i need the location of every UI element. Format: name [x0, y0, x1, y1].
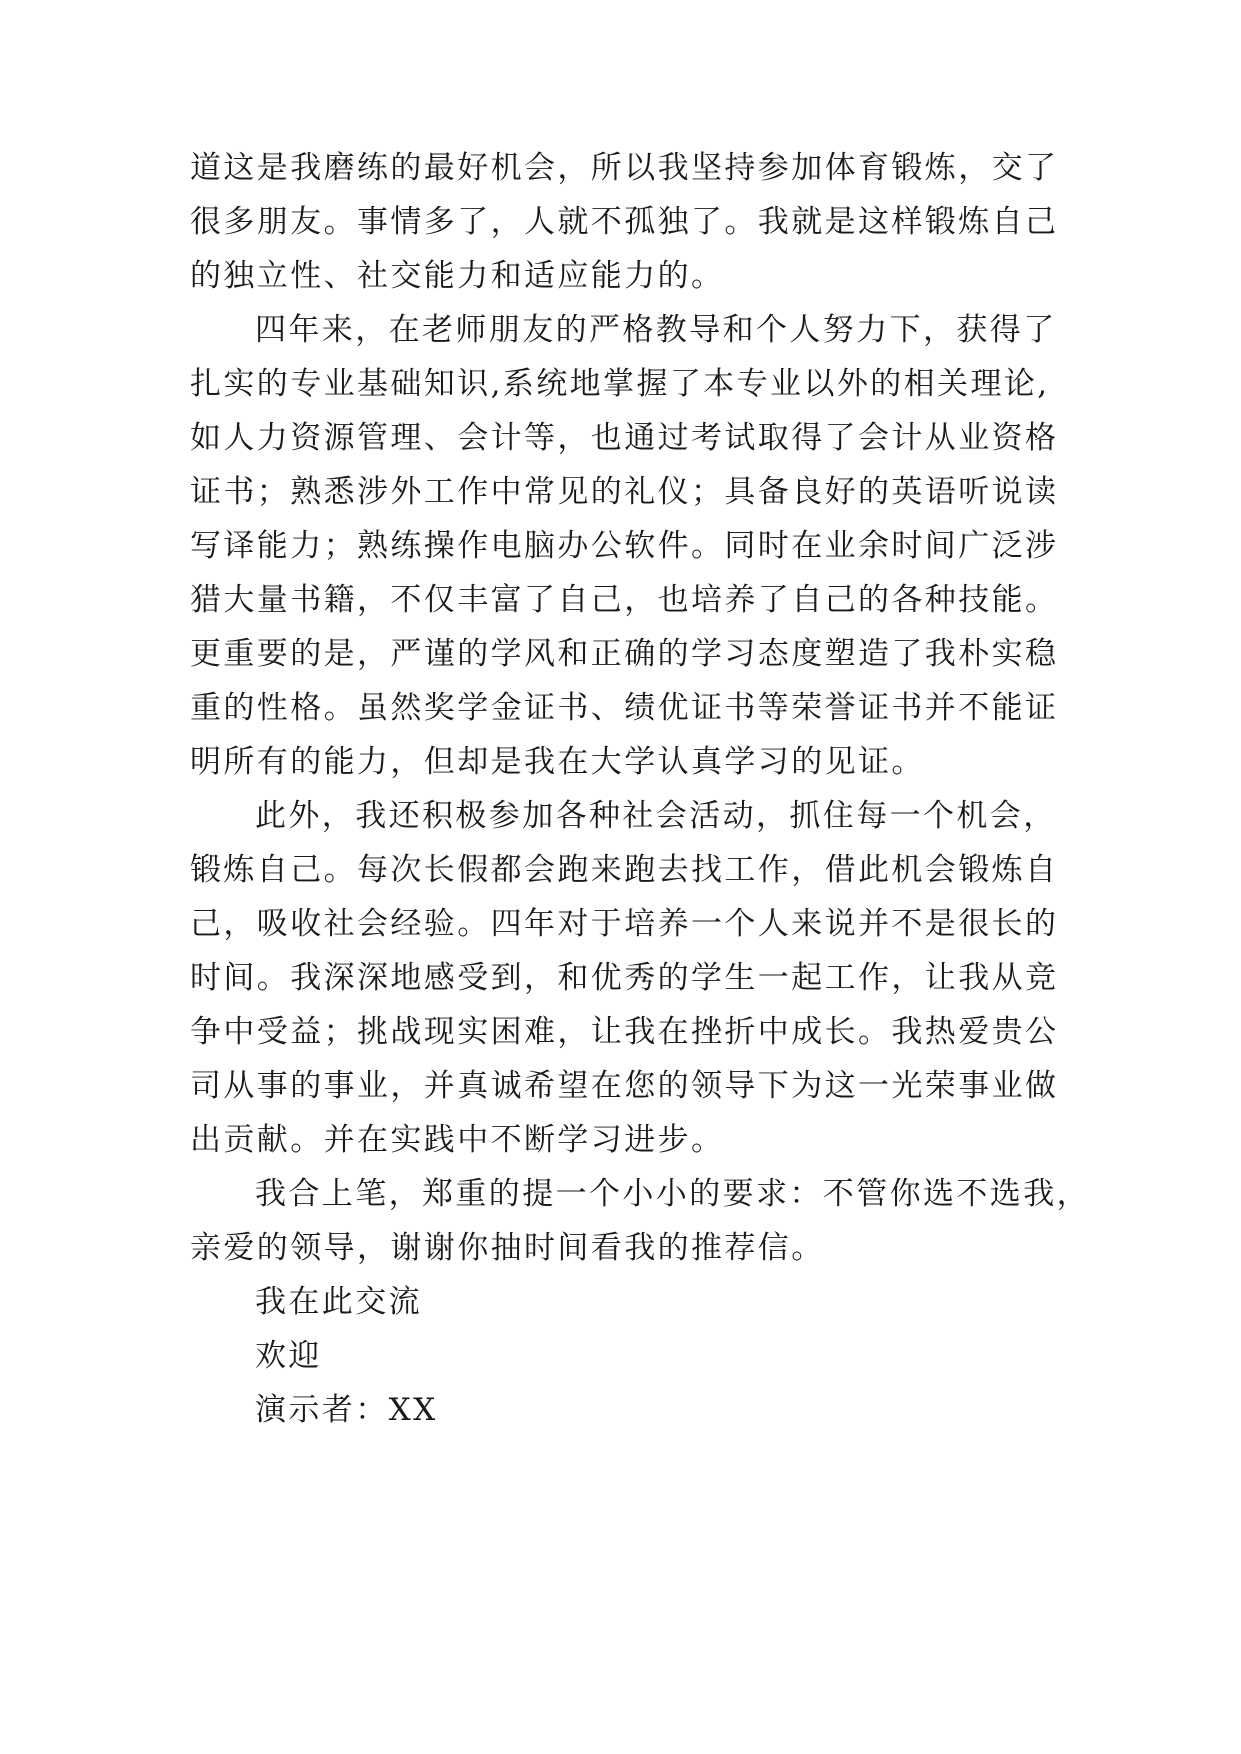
body-text-line: 明所有的能力，但却是我在大学认真学习的见证。 — [190, 744, 925, 780]
body-text-line: 写译能力；熟练操作电脑办公软件。同时在业余时间广泛涉 — [190, 528, 1059, 564]
body-text-line: 更重要的是，严谨的学风和正确的学习态度塑造了我朴实稳 — [190, 636, 1059, 672]
body-text-line: 锻炼自己。每次长假都会跑来跑去找工作，借此机会锻炼自 — [190, 852, 1059, 888]
body-text-line: 亲爱的领导，谢谢你抽时间看我的推荐信。 — [190, 1230, 825, 1266]
presenter-line: 演示者：XX — [255, 1392, 438, 1428]
body-text-line: 猎大量书籍，不仅丰富了自己，也培养了自己的各种技能。 — [190, 582, 1059, 618]
body-text-line: 很多朋友。事情多了，人就不孤独了。我就是这样锻炼自己 — [190, 204, 1059, 240]
body-text-line: 时间。我深深地感受到，和优秀的学生一起工作，让我从竞 — [190, 960, 1059, 996]
body-text-line: 司从事的事业，并真诚希望在您的领导下为这一光荣事业做 — [190, 1068, 1059, 1104]
body-text-line: 的独立性、社交能力和适应能力的。 — [190, 258, 725, 294]
body-text-line: 扎实的专业基础知识,系统地掌握了本专业以外的相关理论, — [190, 366, 1050, 402]
body-text-line: 争中受益；挑战现实困难，让我在挫折中成长。我热爱贵公 — [190, 1014, 1059, 1050]
body-text-line: 道这是我磨练的最好机会，所以我坚持参加体育锻炼，交了 — [190, 150, 1059, 186]
paragraph-first-line: 四年来，在老师朋友的严格教导和个人努力下，获得了 — [255, 312, 1057, 348]
greeting-line: 欢迎 — [255, 1338, 322, 1374]
body-text-line: 重的性格。虽然奖学金证书、绩优证书等荣誉证书并不能证 — [190, 690, 1059, 726]
body-text-line: 己，吸收社会经验。四年对于培养一个人来说并不是很长的 — [190, 906, 1059, 942]
closing-line: 我在此交流 — [255, 1284, 422, 1320]
paragraph-first-line: 我合上笔，郑重的提一个小小的要求：不管你选不选我， — [255, 1176, 1090, 1212]
body-text-line: 出贡献。并在实践中不断学习进步。 — [190, 1122, 725, 1158]
body-text-line: 证书；熟悉涉外工作中常见的礼仪；具备良好的英语听说读 — [190, 474, 1059, 510]
paragraph-first-line: 此外，我还积极参加各种社会活动，抓住每一个机会， — [255, 798, 1057, 834]
body-text-line: 如人力资源管理、会计等，也通过考试取得了会计从业资格 — [190, 420, 1059, 456]
